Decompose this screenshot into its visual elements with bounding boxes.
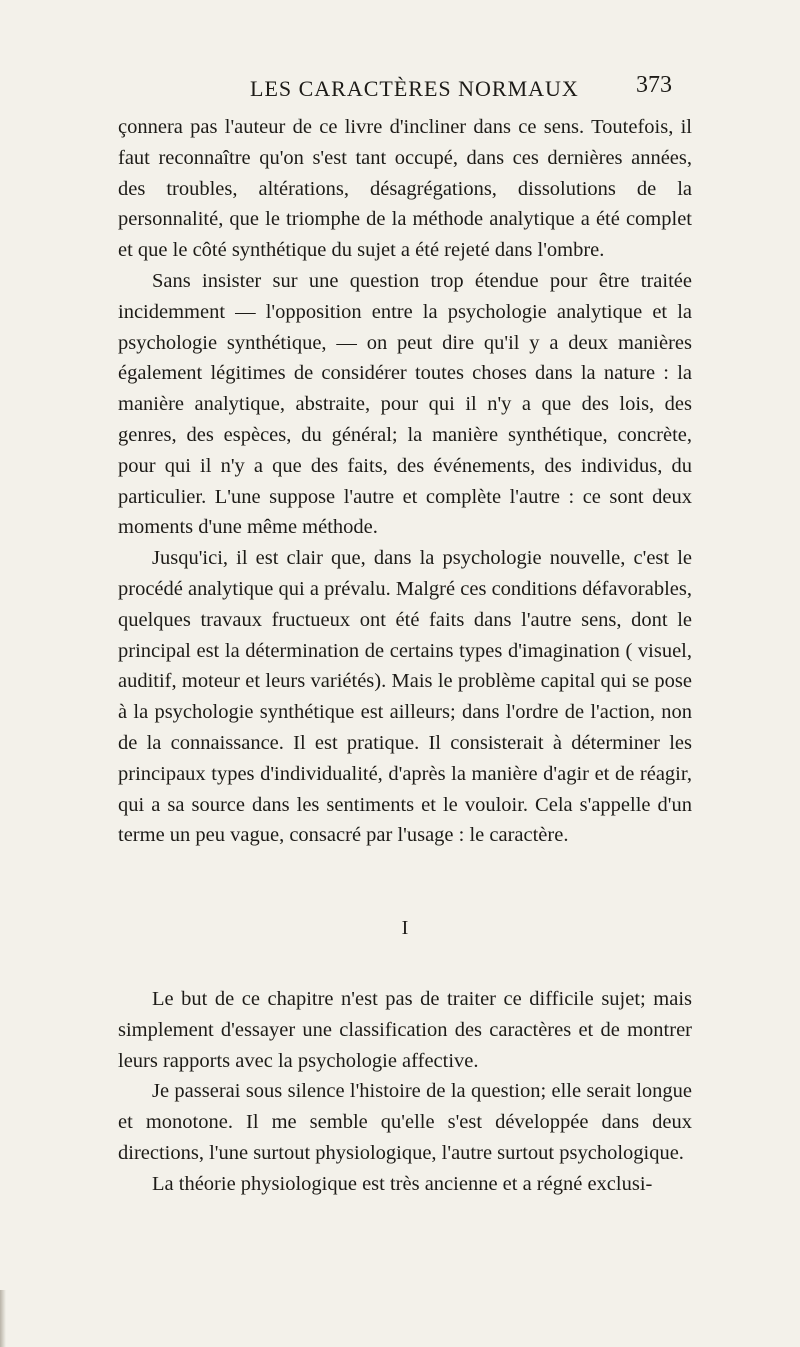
section-heading-roman: I <box>401 917 409 940</box>
paragraph-continuation: çonnera pas l'auteur de ce livre d'incliner dans ce sens. Toutefois, il faut reconnaître qu'on s'est tant occupé, dans ces dernières années, des troubles, altérations, désagrégations, dissolutions de la personnalité, que le triomphe de la méthode analytique a été complet et que le côté synthétique du sujet a été rejeté dans l'ombre. <box>118 116 692 262</box>
paragraph-physiological-theory: La théorie physiologique est très ancienne et a régné exclusi- <box>152 1172 653 1195</box>
running-head-title: LES CARACTÈRES NORMAUX <box>250 76 579 101</box>
paragraph-analytic-synthetic: Sans insister sur une question trop étendue pour être traitée incidemment — l'opposition entre la psychologie analytique et la psychologie synthétique, — on peut dire qu'il y a deux manières également légitimes de considérer toutes choses dans la nature : la manière analytique, abstraite, pour qui il n'y a que des lois, des genres, des espèces, du général; la manière synthétique, concrète, pour qui il n'y a que des faits, des événements, des individus, du particulier. L'une suppose l'autre et complète l'autre : ce sont deux moments d'une même méthode. <box>118 269 692 539</box>
body-text <box>118 112 692 1200</box>
page-number: 373 <box>636 72 672 98</box>
page-edge-shadow <box>0 1290 6 1347</box>
paragraph-chapter-aim: Le but de ce chapitre n'est pas de traiter ce difficile sujet; mais simplement d'essayer une classification des caractères et de montrer leurs rapports avec la psychologie affective. <box>118 987 692 1072</box>
paragraph-history: Je passerai sous silence l'histoire de la question; elle serait longue et monotone. Il me semble qu'elle s'est développée dans deux directions, l'une surtout physiologique, l'autre surtout psychologique. <box>118 1080 692 1164</box>
paragraph-character-problem: Jusqu'ici, il est clair que, dans la psychologie nouvelle, c'est le procédé analytique qui a prévalu. Malgré ces conditions défavorables, quelques travaux fructueux ont été faits dans l'autre sens, dont le principal est la détermination de certains types d'imagination ( visuel, auditif, moteur et leurs variétés). Mais le problème capital qui se pose à la psychologie synthétique est ailleurs; dans l'ordre de l'action, non de la connaissance. Il est pratique. Il consisterait à déterminer les principaux types d'individualité, d'après la manière d'agir et de réagir, qui a sa source dans les sentiments et le vouloir. Cela s'appelle d'un terme un peu vague, consacré par l'usage : le caractère. <box>118 547 692 847</box>
